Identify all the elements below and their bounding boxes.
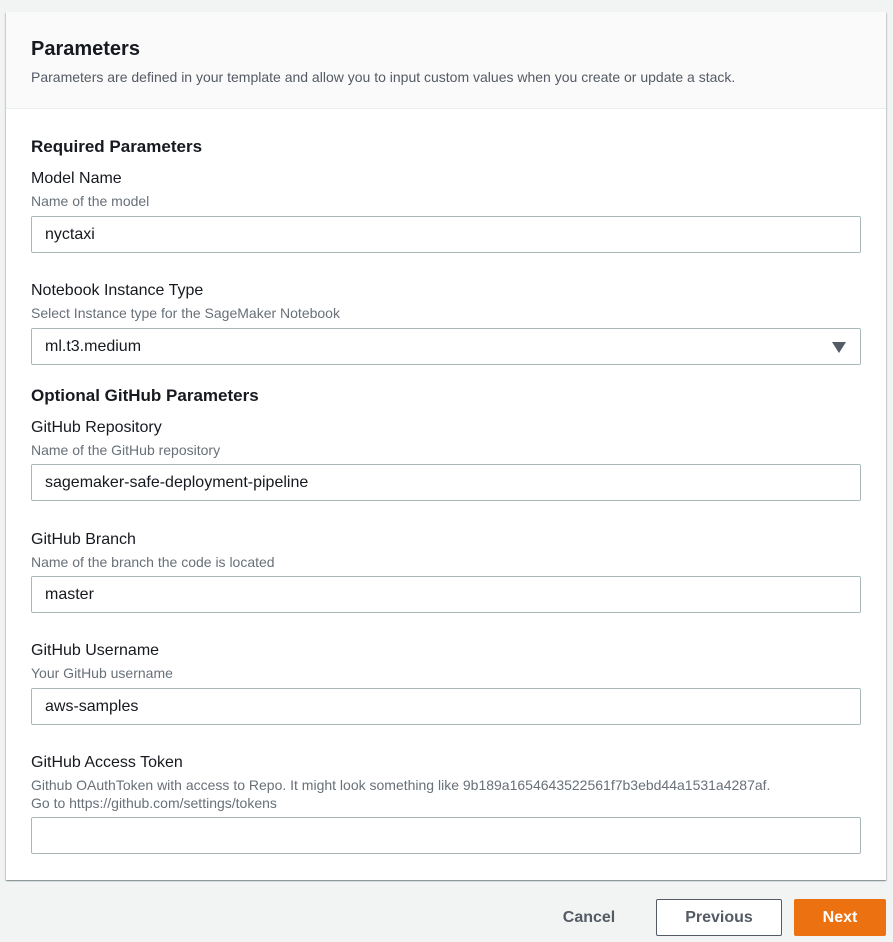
github-access-token-input[interactable]: [31, 817, 861, 854]
parameters-panel: [6, 12, 886, 880]
panel-header: [6, 12, 886, 109]
github-username-description: Your GitHub username: [31, 665, 173, 681]
notebook-instance-type-value: ml.t3.medium: [45, 338, 142, 355]
required-parameters-heading: Required Parameters: [31, 137, 203, 156]
next-button[interactable]: Next: [794, 899, 886, 936]
cancel-button[interactable]: Cancel: [546, 899, 632, 936]
model-name-input[interactable]: [31, 216, 861, 253]
caret-down-icon: [832, 342, 846, 353]
notebook-instance-type-label: Notebook Instance Type: [31, 282, 204, 299]
github-branch-input[interactable]: [31, 576, 861, 613]
github-username-label: GitHub Username: [31, 642, 160, 659]
github-branch-label: GitHub Branch: [31, 531, 136, 548]
model-name-label: Model Name: [31, 170, 122, 187]
github-access-token-help-link: Go to https://github.com/settings/tokens: [31, 795, 277, 811]
github-repository-description: Name of the GitHub repository: [31, 442, 221, 458]
panel-description: Parameters are defined in your template and allow you to input custom values when you create or update a stack.: [31, 69, 736, 85]
github-repository-label: GitHub Repository: [31, 419, 162, 436]
model-name-description: Name of the model: [31, 193, 150, 209]
panel-title: Parameters: [31, 38, 140, 60]
github-access-token-label: GitHub Access Token: [31, 754, 183, 771]
github-repository-input[interactable]: [31, 464, 861, 501]
github-access-token-description: Github OAuthToken with access to Repo. It might look something like 9b189a1654643522561f7b3ebd44a1531a4287af.: [31, 777, 771, 793]
github-username-input[interactable]: [31, 688, 861, 725]
notebook-instance-type-description: Select Instance type for the SageMaker Notebook: [31, 305, 340, 321]
notebook-instance-type-select[interactable]: [31, 328, 861, 365]
github-branch-description: Name of the branch the code is located: [31, 554, 275, 570]
previous-button[interactable]: Previous: [656, 899, 782, 936]
optional-github-parameters-heading: Optional GitHub Parameters: [31, 386, 259, 405]
